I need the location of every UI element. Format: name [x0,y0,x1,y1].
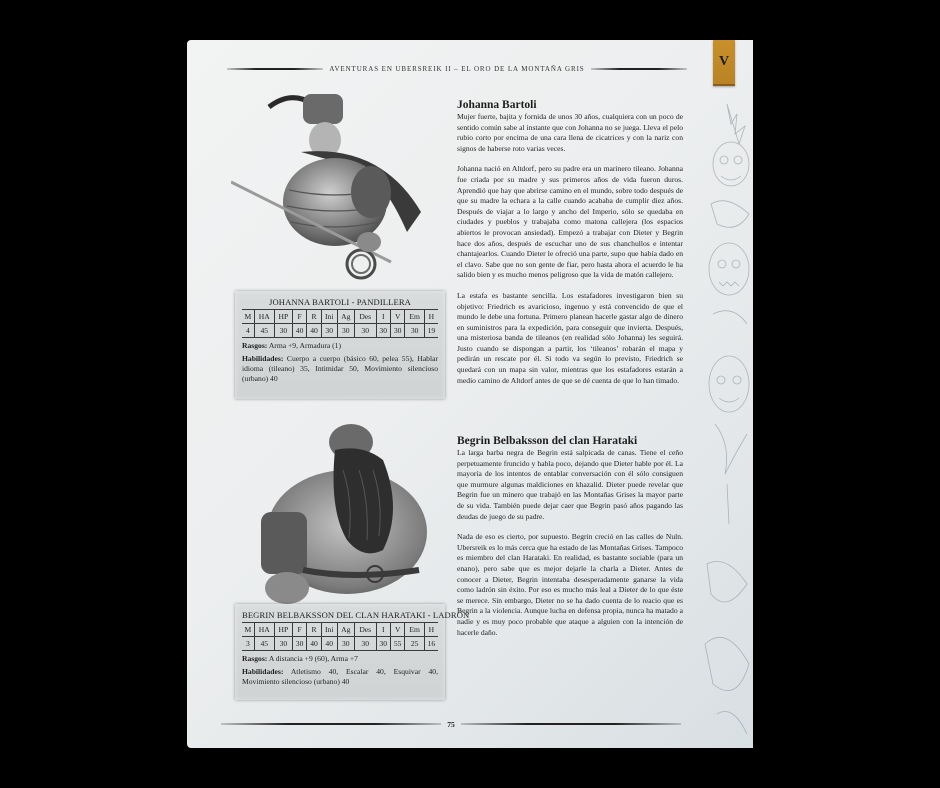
stat-header: Ag [337,310,354,324]
stat-value: 40 [292,324,306,338]
stat-header: Ini [321,310,337,324]
traits-line [242,654,438,664]
running-head [227,62,687,76]
traits-value: Arma +9, Armadura (1) [268,341,341,350]
stats-header-row [242,310,438,324]
stat-value: 30 [405,324,424,338]
stat-value: 40 [307,637,321,651]
stats-value-row [242,637,438,651]
stat-header: Des [354,623,376,637]
stat-header: H [424,310,438,324]
stats-header-row [242,623,438,637]
skills-value: Atletismo 40, Escalar 40, Esquivar 40, Movimiento silencioso (urbano) 40 [242,667,438,686]
chapter-numeral: V [718,54,730,69]
stat-header: R [307,310,321,324]
skills-label: Habilidades: [242,667,284,676]
page-number: 75 [447,719,455,729]
stat-header: R [307,623,321,637]
skills-line [242,667,438,687]
section-begrin [457,435,683,648]
stat-header: HA [254,310,274,324]
traits-value: A distancia +9 (60), Arma +7 [268,654,358,663]
stat-value: 45 [254,324,274,338]
stat-value: 30 [321,324,337,338]
paragraph: La estafa es bastante sencilla. Los estafadores investigaron bien su objetivo: Friedrich es avaricioso, ingenuo y está convencido de que el mundo le debe una fortuna. Primero planean hacerle gastar algo de dinero en suministros para la expedición, para conseguir que invierta. Después, una misteriosa banda de tileanos (en realidad sólo Johanna) les seguirá. Justo cuando se dispongan a partir, los ‘tileanos’ robarán el mapa y pedirán un rescate por él. Si todo va según lo previsto, Friedrich se quedará con un mapa sin valor, mientras que los estafadores estarán a medio camino de Altdorf antes de que se dé cuenta de que lo han timado. [457,290,683,385]
stat-value: 16 [424,637,438,651]
stat-value: 4 [245,326,250,335]
stat-value: 30 [354,637,376,651]
stat-value: 25 [405,637,424,651]
stat-block-begrin [235,604,470,700]
stat-value: 30 [376,637,390,651]
stats-table [242,622,438,651]
footer-rule-left [221,723,441,725]
stat-header: F [292,623,306,637]
stat-header: H [424,623,438,637]
stat-header: Em [405,623,424,637]
traits-label: Rasgos: [242,654,268,663]
stat-header: HP [274,310,292,324]
header-rule-right [591,68,687,70]
stat-header: HP [274,623,292,637]
stat-value: 30 [376,324,390,338]
paragraph: La larga barba negra de Begrin está salpicada de canas. Tiene el ceño perpetuamente fruncido y habla poco, dejando que Dieter hable por él. La mayoría de los intentos de entablar conversación con él sólo consiguen que murmure algunas maldiciones en khazalid. Dieter puede revelar que Begrin fue un minero que trabajó en las Montañas Grises la mayor parte de su vida. También puede dejar caer que Begrin pasó años pagando las deudas de juego de su padre. [457,448,683,521]
chapter-tab [713,40,735,86]
stats-table [242,309,438,338]
stat-header: F [292,310,306,324]
stat-value: 30 [274,324,292,338]
paragraph: Nada de eso es cierto, por supuesto. Begrin creció en las calles de Nuln. Ubersreik es lo más cerca que ha estado de las Montañas Grises. Tampoco es miembro del clan Harataki. En realidad, es bastante sociable (para un enano), pero sabe que es mejor dejarle la charla a Dieter. Antes de conocer a Dieter, Begrin intentaba desesperadamente ganarse la vida como ladrón sin éxito. Por eso es mucho más leal a Dieter de lo que éste se merece. Sin embargo, Dieter no se ha dado cuenta de lo reacio que es Begrin a la violencia. Aunque lucha en defensa propia, nunca ha matado a nadie y es muy poco probable que ataque a alguien con la intención de hacerle daño. [457,532,683,637]
stat-value: 30 [354,324,376,338]
stats-value-row [242,324,438,338]
paragraph: Johanna nació en Altdorf, pero su padre era un marinero tileano. Johanna fue criada por su madre y sus primeros años de vida fueron duros. Aprendió que hay que abrirse camino en el mundo, sobre todo después de que su madre la echara a la calle cuando acababa de cumplir diez años. Después de viajar a lo largo y ancho del Imperio, sólo se quedaba en ciudades y pueblos y trabajaba como matona callejera (los espacios abiertos le provocan ansiedad). Empezó a trabajar con Dieter y Begrin hace dos años, después de escuchar uno de sus chanchullos e intentar chantajearlos. Cuando Dieter le ofreció una parte, supo que había dado en el clavo. Sabe que no son gente de fiar, pero hasta ahora el acuerdo le ha salido bien y es mucho menos peligroso que la vida de matón callejero. [457,164,683,280]
stat-header: Em [405,310,424,324]
stat-header: M [244,625,252,634]
begrin-portrait-illustration [243,420,443,610]
stat-value: 40 [321,637,337,651]
stat-value: 40 [307,324,321,338]
stat-value: 19 [424,324,438,338]
stat-value: 45 [254,637,274,651]
header-rule-left [227,68,323,70]
stat-header: I [376,310,390,324]
stat-value: 30 [337,637,354,651]
decorative-margin-monsters-icon [697,84,753,748]
stat-value: 3 [245,639,250,648]
skills-line [242,354,438,384]
stat-block-johanna [235,291,445,399]
stat-value: 55 [390,637,404,651]
stat-header: V [390,310,404,324]
stat-value: 30 [337,324,354,338]
running-head-text: AVENTURAS EN UBERSREIK II – EL ORO DE LA MONTAÑA GRIS [329,65,585,73]
section-heading: Begrin Belbaksson del clan Harataki [457,435,638,447]
skills-label: Habilidades: [242,354,284,363]
section-johanna [457,99,683,396]
stat-header: M [244,312,252,321]
footer-rule-right [461,723,681,725]
stat-header: V [390,623,404,637]
stat-block-title: BEGRIN BELBAKSSON DEL CLAN HARATAKI - LADRÓN [242,610,470,620]
stat-value: 30 [274,637,292,651]
stat-header: Ag [337,623,354,637]
skills-value: Cuerpo a cuerpo (básico 60, pelea 55), Hablar idioma (tileano) 35, Intimidar 50, Movimiento silencioso (urbano) 40 [242,354,438,383]
book-page [187,40,753,748]
stat-header: Des [354,310,376,324]
stat-header: I [376,623,390,637]
traits-label: Rasgos: [242,341,268,350]
stat-block-title: JOHANNA BARTOLI - PANDILLERA [269,297,411,307]
stat-value: 30 [292,637,306,651]
traits-line [242,341,438,351]
johanna-portrait-illustration [231,82,445,292]
section-heading: Johanna Bartoli [457,99,537,111]
stat-value: 30 [390,324,404,338]
paragraph: Mujer fuerte, bajita y fornida de unos 30 años, cualquiera con un poco de sentido común sabe al instante que con Johanna no se juega. Lleva el pelo rubio corto por encima de una cara llena de cicatrices y con la nariz con signos de haberse roto varias veces. [457,112,683,153]
page-footer [221,718,681,730]
stat-header: HA [254,623,274,637]
stat-header: Ini [321,623,337,637]
